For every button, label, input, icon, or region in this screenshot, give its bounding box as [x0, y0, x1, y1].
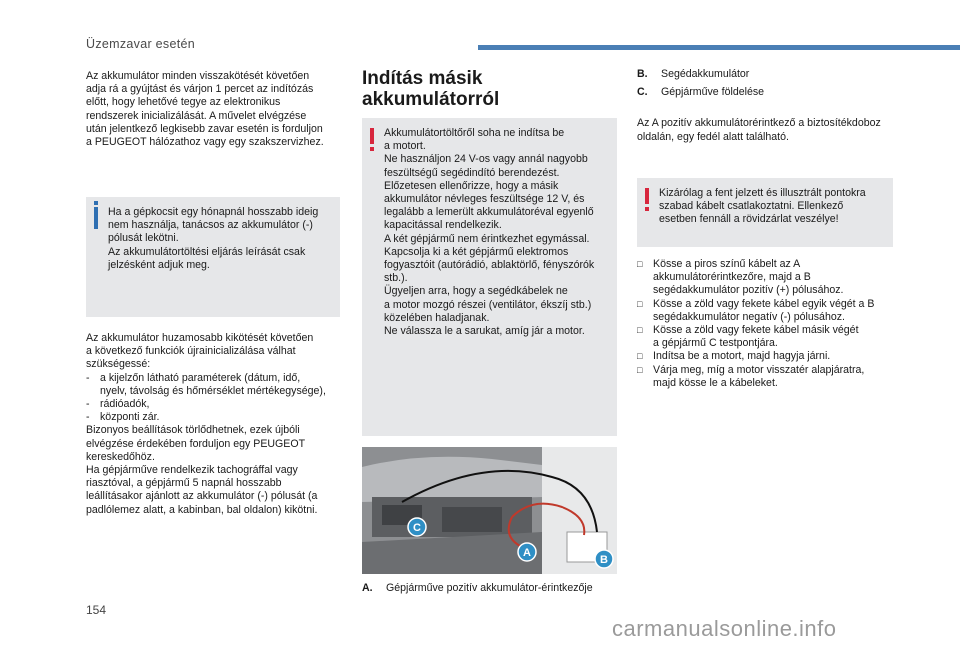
engine-bay-illustration	[362, 447, 617, 574]
photo-label-a: A	[523, 547, 531, 559]
info-icon	[94, 207, 98, 229]
warning-icon	[645, 188, 649, 204]
terminal-location-paragraph: Az A pozitív akkumulátorérintkező a biztosítékdoboz oldalán, egy fedél alatt található.	[637, 117, 881, 143]
section-header-title: Üzemzavar esetén	[86, 37, 196, 51]
engine-bay-photo	[362, 447, 617, 574]
list-item: □ Várja meg, míg a motor visszatér alapjáratra, majd kösse le a kábeleket.	[637, 363, 865, 389]
info-text: Ha a gépkocsit egy hónapnál hosszabb ideig nem használja, tanácsos az akkumulátor (-) pólusát lekötni. Az akkumulátortöltési eljárás leírását csak jelzésként adjuk meg.	[108, 206, 319, 271]
settings-paragraph: Bizonyos beállítások törlődhetnek, ezek újbóli elvégzése érdekében forduljon egy PEUGEOT kereskedőhöz. Ha gépjárműve rendelkezik tachográffal vagy riasztóval, a gépjármű 5 napnál hosszabb leállításakor ajánlott az akkumulátor (-) pólusát (a padlólemez alatt, a kabinban, bal oldalon) kikötni.	[86, 424, 318, 516]
photo-label-c: C	[413, 522, 421, 534]
list-item: - rádióadók,	[86, 398, 150, 411]
reinit-paragraph: Az akkumulátor huzamosabb kikötését követően a következő funkciók újrainicializálása válhat szükségessé:	[86, 332, 314, 371]
warning-box	[362, 118, 617, 436]
left-column	[86, 70, 340, 149]
warning-text: Akkumulátortöltőről soha ne indítsa be a motort. Ne használjon 24 V-os vagy annál nagyobb feszültségű segédindító berendezést. Előzetesen ellenőrizze, hogy a másik akkumulátor névleges feszültsége 12 V, és legalább a lemerült akkumulátoréval egyenlő kapacitással rendelkezik. A két gépjármű nem érintkezhet egymással. Kapcsolja ki a két gépjármű elektromos fogyasztóit (autórádió, ablaktörlő, fényszórók stb.). Ügyeljen arra, hogy a segédkábelek ne a motor mozgó részei (ventilátor, ékszíj stb.) közelében haladjanak. Ne válassza le a sarukat, amíg jár a motor.	[384, 127, 595, 338]
left-column-lower	[86, 332, 342, 517]
short-circuit-warning-box	[637, 178, 893, 247]
list-item: □ Kösse a zöld vagy fekete kábel egyik végét a B segédakkumulátor negatív (-) pólusához.	[637, 297, 875, 323]
list-item: □ Indítsa be a motort, majd hagyja járni.	[637, 350, 831, 363]
watermark: carmanualsonline.info	[612, 616, 837, 641]
right-column	[637, 68, 893, 144]
battery-reconnect-paragraph: Az akkumulátor minden visszakötését követően adja rá a gyújtást és várjon 1 percet az indítózás előtt, hogy lehetővé tegye az elektronikus rendszerek inicializálását. A művelet elvégzése után jelentkező legkisebb zavar esetén is forduljon a PEUGEOT hálózathoz vagy egy szakszervizhez.	[86, 70, 324, 149]
photo-label-b: B	[600, 554, 608, 566]
section-title: Indítás másik akkumulátorról	[362, 68, 500, 110]
list-item: □ Kösse a piros színű kábelt az A akkumulátorérintkezőre, majd a B segédakkumulátor pozitív (+) pólusához.	[637, 258, 844, 297]
list-item: - központi zár.	[86, 411, 160, 424]
page-number: 154	[86, 603, 107, 617]
header-accent-bar	[478, 45, 960, 50]
short-circuit-warning-text: Kizárólag a fent jelzett és illusztrált pontokra szabad kábelt csatlakoztatni. Ellenkező esetben fennáll a rövidzárlat veszélye!	[659, 187, 866, 226]
list-item: □ Kösse a zöld vagy fekete kábel másik végét a gépjármű C testpontjára.	[637, 324, 859, 350]
reinit-list	[86, 372, 342, 425]
caption-b: B. Segédakkumulátor	[637, 68, 750, 80]
list-item: - a kijelzőn látható paraméterek (dátum, idő, nyelv, távolság és hőmérséklet mértékegysége),	[86, 371, 326, 397]
jump-start-steps	[637, 258, 893, 390]
caption-c: C. Gépjárműve földelése	[637, 86, 765, 99]
info-box	[86, 197, 340, 317]
warning-icon	[370, 128, 374, 144]
caption-a: A. Gépjárműve pozitív akkumulátor-érintkezője	[362, 582, 593, 594]
